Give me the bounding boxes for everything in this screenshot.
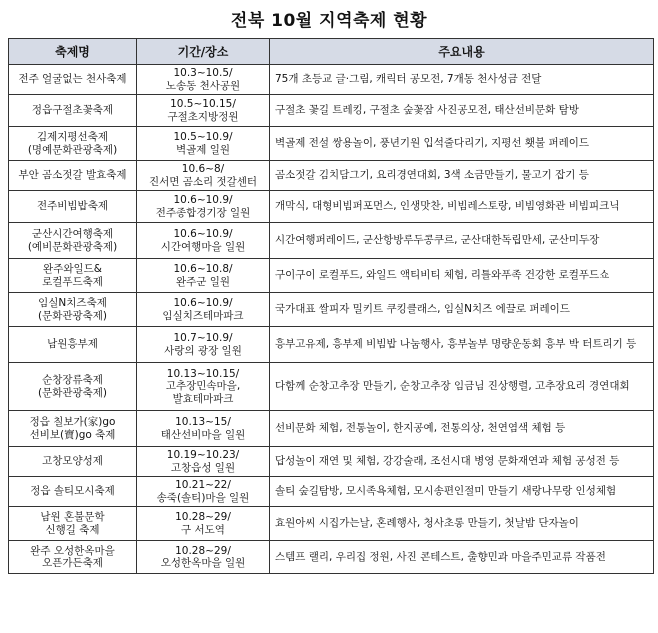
cell-content: 스템프 랠리, 우리집 정원, 사진 콘테스트, 출향민과 마을주민교류 작품전: [270, 541, 654, 574]
period-line: 10.21~22/: [175, 479, 231, 491]
cell-period: [137, 541, 270, 574]
name-line: 고창모양성제: [42, 455, 103, 468]
table-header-row: [9, 39, 654, 65]
cell-content: 곰소젓갈 김치담그기, 요리경연대회, 3색 소금만들기, 물고기 잡기 등: [270, 161, 654, 191]
cell-name: [9, 95, 137, 127]
cell-period: [137, 259, 270, 293]
name-line: 전주 얼굴없는 천사축제: [18, 73, 127, 86]
cell-period: [137, 65, 270, 95]
header-content: 주요내용: [270, 39, 654, 65]
festival-table: [8, 38, 654, 574]
name-line: 군산시간여행축제: [31, 228, 114, 240]
name-line: 부안 곰소젓갈 발효축제: [18, 169, 127, 182]
name-line: (명예문화관광축제): [27, 143, 118, 156]
cell-content: 시간여행퍼레이드, 군산항방루두콩쿠르, 군산대한독립만세, 군산미두장: [270, 223, 654, 259]
cell-period: [137, 327, 270, 363]
name-line: 완주 오성한옥마을: [30, 544, 115, 557]
period-line: 10.19~10.23/: [166, 449, 240, 461]
table-row: [9, 411, 654, 447]
period-line: 10.13~15/: [175, 416, 231, 428]
period-line: 고창읍성 일원: [170, 461, 236, 474]
name-line: 순창장류축제: [42, 374, 103, 386]
period-line: 10.5~10.15/: [170, 98, 236, 110]
period-line: 10.6~10.9/: [173, 194, 233, 206]
name-line: 완주와일드&: [43, 263, 102, 275]
name-line: 남원흥부제: [47, 338, 98, 351]
period-line: 진서면 곰소리 젓갈센터: [148, 175, 258, 188]
name-line: 신행길 축제: [45, 523, 100, 536]
cell-name: [9, 507, 137, 541]
name-line: (문화관광축제): [37, 309, 108, 322]
cell-period: [137, 161, 270, 191]
period-line: 벽골제 일원: [175, 143, 231, 156]
cell-content: 75개 초등교 글·그림, 캐릭터 공모전, 7개동 천사성금 전달: [270, 65, 654, 95]
cell-content: 구절초 꽃길 트레킹, 구절초 숲꽃잠 사진공모전, 태산선비문화 탐방: [270, 95, 654, 127]
cell-period: [137, 363, 270, 411]
cell-content: 다함께 순창고추장 만들기, 순창고추장 임금님 진상행렬, 고추장요리 경연대회: [270, 363, 654, 411]
table-row: [9, 477, 654, 507]
period-line: 전주종합경기장 일원: [155, 206, 251, 219]
name-line: 임실N치즈축제: [38, 297, 107, 309]
cell-name: [9, 259, 137, 293]
header-period: 기간/장소: [137, 39, 270, 65]
name-line: 김제지평선축제: [36, 131, 108, 143]
name-line: 전주비빔밥축제: [36, 200, 108, 213]
cell-name: [9, 363, 137, 411]
name-line: 정읍 솔티모시축제: [30, 485, 115, 498]
header-name: 축제명: [9, 39, 137, 65]
period-line: 사랑의 광장 일원: [164, 344, 242, 357]
page-title: 전북 10월 지역축제 현황: [230, 11, 428, 31]
cell-period: [137, 95, 270, 127]
name-line: (문화관광축제): [37, 386, 108, 399]
cell-period: [137, 127, 270, 161]
cell-content: 솔티 숲길탐방, 모시족욕체험, 모시송편인절미 만들기 새랑나무랑 인성체험: [270, 477, 654, 507]
period-line: 구 서도역: [181, 523, 225, 536]
cell-period: [137, 223, 270, 259]
period-line: 오성한옥마을 일원: [160, 557, 246, 569]
name-line: 정읍 칠보가(家)go: [29, 416, 116, 428]
period-line: 10.28~29/: [175, 544, 231, 557]
period-line: 10.6~10.9/: [173, 228, 233, 240]
table-row: [9, 259, 654, 293]
table-row: [9, 447, 654, 477]
table-row: [9, 223, 654, 259]
period-line: 10.6~10.8/: [173, 263, 233, 275]
name-line: 정읍구절초꽃축제: [31, 104, 114, 117]
name-line: 선비보(寶)go 축제: [29, 428, 116, 441]
period-line: 구절초지방정원: [167, 110, 239, 123]
cell-name: [9, 65, 137, 95]
period-line: 10.7~10.9/: [173, 332, 233, 344]
cell-content: 흥부고유제, 흥부제 비빔밥 나눔행사, 흥부놀부 명량운동회 흥부 박 터트리기 등: [270, 327, 654, 363]
period-line: 완주군 일원: [175, 275, 231, 288]
name-line: 오픈가든축제: [42, 557, 103, 569]
period-line: 10.13~10.15/: [166, 367, 240, 380]
cell-name: [9, 327, 137, 363]
table-row: [9, 507, 654, 541]
period-line: 10.5~10.9/: [173, 131, 233, 143]
cell-name: [9, 447, 137, 477]
cell-name: [9, 223, 137, 259]
cell-name: [9, 541, 137, 574]
cell-content: 개막식, 대형비빔퍼포먼스, 인생맛찬, 비빔레스토랑, 비빔영화관 비빔피크닉: [270, 191, 654, 223]
period-line: 시간여행마을 일원: [160, 240, 246, 253]
period-line: 임실치즈테마파크: [162, 309, 244, 322]
cell-name: [9, 293, 137, 327]
cell-name: [9, 477, 137, 507]
name-line: 남원 혼불문학: [40, 511, 105, 523]
period-line: 10.28~29/: [175, 511, 231, 523]
period-line: 노송동 천사공원: [165, 79, 241, 92]
cell-name: [9, 411, 137, 447]
cell-content: 선비문화 체험, 전통놀이, 한지공예, 전통의상, 천연염색 체험 등: [270, 411, 654, 447]
period-line: 10.3~10.5/: [173, 67, 233, 79]
period-line: 10.6~8/: [181, 163, 225, 175]
name-line: (예비문화관광축제): [27, 240, 118, 253]
cell-content: 국가대표 쌀피자 밀키트 쿠킹클래스, 임실N치즈 에끌로 퍼레이드: [270, 293, 654, 327]
cell-period: [137, 191, 270, 223]
cell-period: [137, 447, 270, 477]
cell-content: 구이구이 로컬푸드, 와일드 액티비티 체험, 리틀와푸족 건강한 로컬푸드쇼: [270, 259, 654, 293]
table-body: [9, 65, 654, 574]
table-row: [9, 161, 654, 191]
table-row: [9, 65, 654, 95]
period-line: 발효테마파크: [172, 392, 234, 405]
cell-period: [137, 477, 270, 507]
name-line: 로컬푸드축제: [42, 275, 103, 288]
table-row: [9, 541, 654, 574]
cell-period: [137, 293, 270, 327]
cell-content: 효원아씨 시집가는날, 혼례행사, 청사초롱 만들기, 첫날밤 단자놀이: [270, 507, 654, 541]
period-line: 송죽(솔티)마을 일원: [156, 491, 250, 504]
cell-name: [9, 127, 137, 161]
cell-period: [137, 411, 270, 447]
cell-name: [9, 161, 137, 191]
table-row: [9, 191, 654, 223]
period-line: 10.6~10.9/: [173, 297, 233, 309]
table-row: [9, 363, 654, 411]
cell-name: [9, 191, 137, 223]
table-row: [9, 327, 654, 363]
cell-content: 벽골제 전설 쌍용놀이, 풍년기원 입석줄다리기, 지평선 횃불 퍼레이드: [270, 127, 654, 161]
cell-period: [137, 507, 270, 541]
period-line: 고추장민속마을,: [165, 380, 241, 393]
table-row: [9, 95, 654, 127]
table-row: [9, 127, 654, 161]
table-row: [9, 293, 654, 327]
period-line: 태산선비마을 일원: [160, 428, 246, 441]
cell-content: 답성놀이 재연 및 체험, 강강술래, 조선시대 병영 문화재연과 체험 공성전 등: [270, 447, 654, 477]
